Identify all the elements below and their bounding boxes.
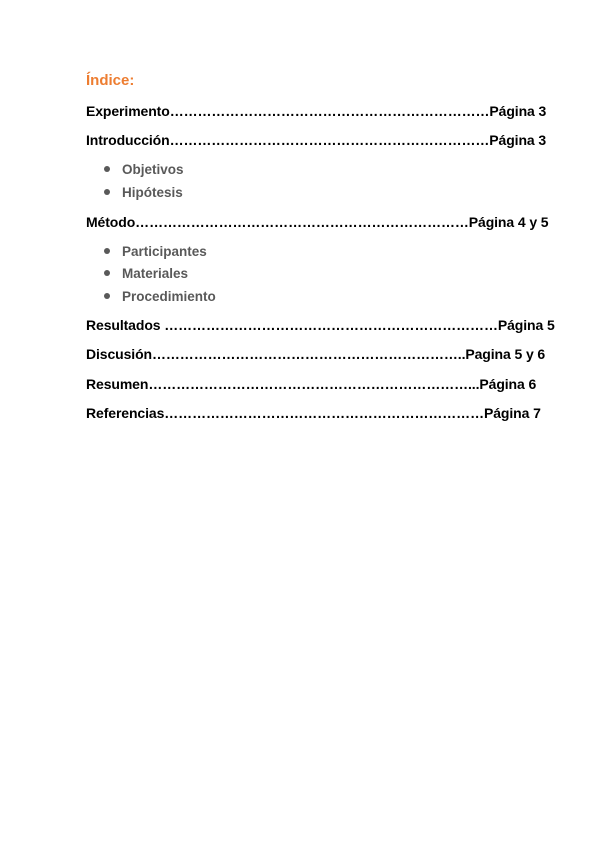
bullet-icon bbox=[104, 248, 110, 254]
toc-entry-introduccion: Introducción……………………………………………………………Página 3 bbox=[86, 132, 547, 148]
toc-subitem-materiales bbox=[104, 265, 188, 283]
bullet-icon bbox=[104, 166, 110, 172]
toc-subitem-objetivos bbox=[104, 161, 184, 179]
subitem-label: Participantes bbox=[122, 244, 207, 259]
bullet-icon bbox=[104, 189, 110, 195]
toc-entry-resultados: Resultados ………………………………………………………………Página 5 bbox=[86, 317, 555, 333]
toc-entry-metodo: Método………………………………………………………………Página 4 y 5 bbox=[86, 214, 549, 230]
toc-entry-referencias: Referencias……………………………………………………………Página 7 bbox=[86, 405, 541, 421]
bullet-icon bbox=[104, 270, 110, 276]
toc-entry-discusion: Discusión…………………………………………………………..Pagina 5 y 6 bbox=[86, 346, 546, 362]
bullet-icon bbox=[104, 293, 110, 299]
subitem-label: Hipótesis bbox=[122, 185, 183, 200]
toc-subitem-procedimiento bbox=[104, 288, 216, 306]
index-title: Índice: bbox=[86, 72, 135, 89]
toc-subitem-hipotesis bbox=[104, 184, 183, 202]
subitem-label: Procedimiento bbox=[122, 289, 216, 304]
toc-entry-experimento: Experimento……………………………………………………………Página 3 bbox=[86, 103, 547, 119]
subitem-label: Materiales bbox=[122, 266, 189, 281]
subitem-label: Objetivos bbox=[122, 162, 184, 177]
toc-entry-resumen: Resumen……………………………………………………………...Página 6 bbox=[86, 376, 537, 392]
toc-subitem-participantes bbox=[104, 243, 207, 261]
